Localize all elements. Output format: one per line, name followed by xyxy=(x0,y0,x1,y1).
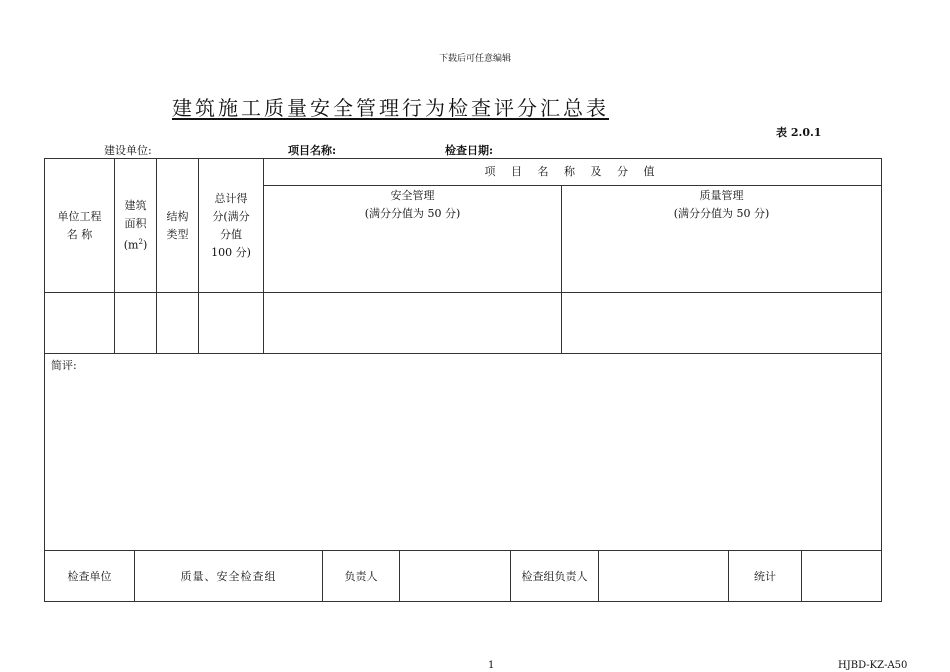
document-code: HJBD-KZ-A50 xyxy=(838,660,908,671)
check-unit-label: 检查单位 xyxy=(45,551,135,602)
page-number: 1 xyxy=(488,660,495,671)
table-row xyxy=(45,293,882,354)
header-note: 下载后可任意编辑 xyxy=(438,54,511,64)
header-structure-type: 结构类型 xyxy=(157,159,199,293)
form-title: 建筑施工质量安全管理行为检查评分汇总表 xyxy=(172,96,609,120)
cell-structure-type[interactable] xyxy=(157,293,199,354)
statistics-label: 统计 xyxy=(729,551,802,602)
remark-label: 简评: xyxy=(51,359,77,372)
inspection-date-label: 检查日期: xyxy=(445,144,494,157)
table-number: 表 2.0.1 xyxy=(776,126,822,139)
remark-area[interactable] xyxy=(45,354,882,551)
cell-building-area[interactable] xyxy=(115,293,157,354)
score-summary-table xyxy=(44,158,882,551)
project-name-label: 项目名称: xyxy=(288,144,337,157)
header-items-and-scores: 项 目 名 称 及 分 值 xyxy=(264,159,882,186)
cell-safety-score[interactable] xyxy=(264,293,562,354)
group-leader-field[interactable] xyxy=(599,551,729,602)
person-in-charge-label: 负责人 xyxy=(323,551,400,602)
builder-label: 建设单位: xyxy=(104,144,152,157)
header-quality-management: 质量管理 (满分分值为 50 分) xyxy=(562,186,882,293)
header-safety-management: 安全管理 (满分分值为 50 分) xyxy=(264,186,562,293)
header-total-score: 总计得分(满分分值100 分) xyxy=(199,159,264,293)
cell-unit-project[interactable] xyxy=(45,293,115,354)
cell-quality-score[interactable] xyxy=(562,293,882,354)
person-in-charge-field[interactable] xyxy=(400,551,511,602)
cell-total-score[interactable] xyxy=(199,293,264,354)
signature-table xyxy=(44,550,882,602)
check-group-value: 质量、安全检查组 xyxy=(135,551,323,602)
group-leader-label: 检查组负责人 xyxy=(511,551,599,602)
statistics-field[interactable] xyxy=(802,551,882,602)
header-building-area: 建筑 面积 $(m^2)$ xyxy=(115,159,157,293)
header-unit-project: 单位工程名 称 xyxy=(45,159,115,293)
